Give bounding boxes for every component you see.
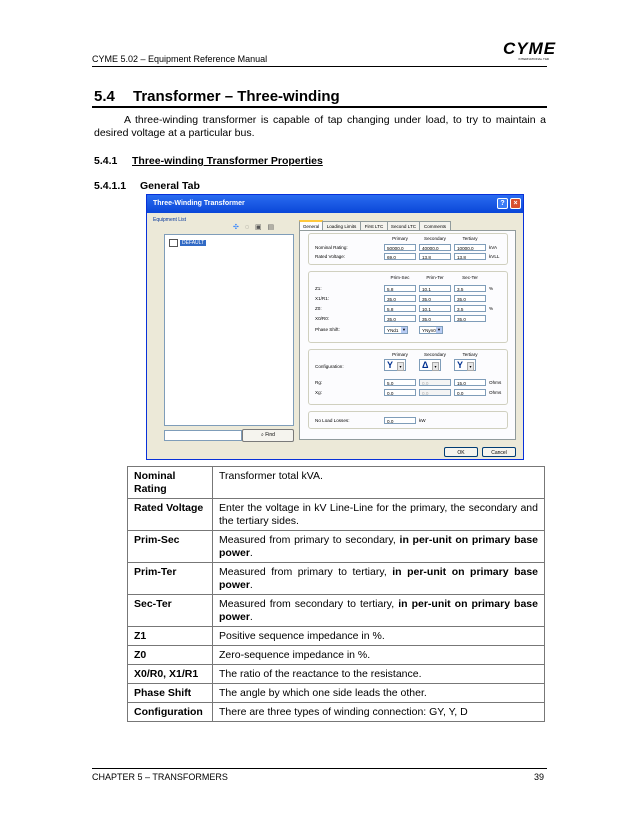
page-number: 39 (534, 772, 545, 782)
refresh-icon[interactable]: ◌ (244, 224, 249, 231)
no-load-losses-label: No Load Losses: (315, 418, 350, 423)
tab-loading-limits[interactable]: Loading Limits (322, 221, 361, 231)
chevron-down-icon[interactable]: ▼ (402, 327, 406, 332)
tertiary-winding-select[interactable] (454, 359, 476, 371)
term-cell: Z1 (128, 627, 213, 646)
tab-comments[interactable]: Comments (419, 221, 451, 231)
definition-cell: Measured from primary to tertiary, in per-unit on primary base power. (213, 563, 545, 595)
section-heading (94, 88, 340, 105)
impedance-group (308, 271, 508, 343)
section-rule (92, 106, 547, 108)
configuration-group (308, 349, 508, 405)
unit-label: kVLL (489, 254, 500, 259)
cyme-logo (503, 39, 557, 66)
x0r0-sec-ter-field[interactable]: 35.0 (454, 315, 486, 322)
term-cell: X0/R0, X1/R1 (128, 665, 213, 684)
equipment-list-label: Equipment List (153, 217, 187, 223)
transformer-dialog (146, 194, 524, 460)
unit-label: % (489, 306, 494, 311)
phase-shift-label: Phase Shift: (315, 327, 340, 332)
equipment-list[interactable] (164, 234, 294, 426)
section-title: Transformer – Three-winding (133, 88, 340, 105)
definition-cell: There are three types of winding connection: GY, Y, D (213, 703, 545, 722)
no-load-group (308, 411, 508, 429)
z0-prim-ter-field[interactable]: 10.1 (419, 305, 451, 312)
definition-cell: Zero-sequence impedance in %. (213, 646, 545, 665)
table-row (128, 595, 545, 627)
term-cell: Rated Voltage (128, 499, 213, 531)
unit-label: Ohms (489, 390, 502, 395)
definitions-table (127, 466, 545, 722)
magnifier-icon: ⌕ (261, 432, 264, 438)
dropdown-arrow-icon[interactable]: ▾ (467, 362, 474, 371)
wye-ground-icon: Y (457, 360, 464, 370)
z1-label: Z1: (315, 286, 322, 291)
z1-prim-sec-field[interactable]: 5.8 (384, 285, 416, 292)
rg-secondary-field: 0.0 (419, 379, 451, 386)
table-row (128, 563, 545, 595)
no-load-losses-field[interactable]: 0.0 (384, 417, 416, 424)
subsubsection-number: 5.4.1.1 (94, 180, 127, 192)
term-cell: Phase Shift (128, 684, 213, 703)
col-header: Primary (392, 236, 408, 241)
general-panel (299, 230, 516, 440)
definition-cell: Transformer total kVA. (213, 467, 545, 499)
x0r0-prim-sec-field[interactable]: 35.0 (384, 315, 416, 322)
rated-voltage-label: Rated Voltage: (315, 254, 346, 259)
x1r1-prim-ter-field[interactable]: 35.0 (419, 295, 451, 302)
table-row (128, 499, 545, 531)
z0-sec-ter-field[interactable]: 3.5 (454, 305, 486, 312)
header-rule (92, 66, 547, 67)
tab-general[interactable]: General (299, 220, 323, 233)
logo-sub-text: INTERNATIONAL T&D (518, 57, 549, 61)
phase-shift-prim-sec-select[interactable]: YNd1 ▼ (384, 326, 408, 334)
unit-label: kVA (489, 245, 498, 250)
term-cell: Prim-Ter (128, 563, 213, 595)
subsection-title: Three-winding Transformer Properties (132, 155, 323, 167)
col-header: Secondary (424, 352, 446, 357)
xg-primary-field[interactable]: 0.0 (384, 389, 416, 396)
subsection-number: 5.4.1 (94, 155, 118, 167)
intro-paragraph: A three-winding transformer is capable of tap changing under load, to try to maintain a desired voltage at a particular bus. (94, 114, 546, 139)
xg-secondary-field: 0.0 (419, 389, 451, 396)
definition-cell: Enter the voltage in kV Line-Line for the primary, the secondary and the tertiary sides. (213, 499, 545, 531)
xg-tertiary-field[interactable]: 0.0 (454, 389, 486, 396)
col-header: Prim-Sec (390, 275, 410, 280)
z0-label: Z0: (315, 306, 322, 311)
rated-voltage-tertiary-field[interactable]: 13.8 (454, 253, 486, 260)
list-item[interactable]: DEFAULT (169, 239, 206, 247)
definition-cell: Measured from primary to secondary, in per-unit on primary base power. (213, 531, 545, 563)
z1-prim-ter-field[interactable]: 10.1 (419, 285, 451, 292)
definition-cell: Positive sequence impedance in %. (213, 627, 545, 646)
col-header: Prim-Ter (426, 275, 444, 280)
subsubsection-title: General Tab (140, 180, 200, 192)
col-header: Sec-Ter (462, 275, 478, 280)
term-cell: Prim-Sec (128, 531, 213, 563)
dropdown-arrow-icon[interactable]: ▾ (432, 362, 439, 371)
term-cell: Sec-Ter (128, 595, 213, 627)
subsection-heading (94, 155, 323, 167)
cancel-button[interactable]: Cancel (482, 447, 516, 457)
ok-button[interactable]: OK (444, 447, 478, 457)
delta-icon: Δ (422, 360, 429, 370)
col-header: Tertiary (462, 236, 478, 241)
rg-tertiary-field[interactable]: 15.0 (454, 379, 486, 386)
term-cell: Nominal Rating (128, 467, 213, 499)
x1r1-sec-ter-field[interactable]: 35.0 (454, 295, 486, 302)
definition-cell: The angle by which one side leads the other. (213, 684, 545, 703)
primary-winding-select[interactable] (384, 359, 406, 371)
col-header: Secondary (424, 236, 446, 241)
tab-second-ltc[interactable]: Second LTC (387, 221, 420, 231)
configuration-label: Configuration: (315, 364, 344, 369)
definition-cell: Measured from secondary to tertiary, in per-unit on primary base power. (213, 595, 545, 627)
x1r1-label: X1/R1: (315, 296, 330, 301)
table-row (128, 684, 545, 703)
find-button[interactable]: ⌕ Find (242, 429, 294, 442)
table-row (128, 646, 545, 665)
definition-cell: The ratio of the reactance to the resistance. (213, 665, 545, 684)
term-cell: Configuration (128, 703, 213, 722)
table-row (128, 703, 545, 722)
col-header: Primary (392, 352, 408, 357)
table-row (128, 531, 545, 563)
z0-prim-sec-field[interactable]: 5.8 (384, 305, 416, 312)
unit-label: % (489, 286, 494, 291)
nominal-rating-secondary-field[interactable]: 40000.0 (419, 244, 451, 251)
rg-primary-field[interactable]: 5.0 (384, 379, 416, 386)
xg-label: Xg: (315, 390, 322, 395)
dialog-titlebar (147, 195, 523, 213)
help-icon[interactable]: ? (497, 198, 508, 209)
rated-voltage-secondary-field[interactable]: 13.8 (419, 253, 451, 260)
x1r1-prim-sec-field[interactable]: 35.0 (384, 295, 416, 302)
table-row (128, 665, 545, 684)
logo-main-text: CYME (503, 39, 557, 58)
table-row (128, 627, 545, 646)
add-icon[interactable]: ✣ (233, 224, 239, 231)
nominal-rating-tertiary-field[interactable]: 10000.0 (454, 244, 486, 251)
phase-shift-prim-ter-select[interactable]: YNyn0 ▼ (419, 326, 443, 334)
dialog-title: Three-Winding Transformer (153, 200, 245, 207)
unit-label: kW (419, 418, 426, 423)
unit-label: Ohms (489, 380, 502, 385)
find-input[interactable] (164, 430, 242, 441)
x0r0-label: X0/R0: (315, 316, 330, 321)
delete-icon[interactable]: ▤ (267, 224, 275, 231)
rg-label: Rg: (315, 380, 323, 385)
expand-icon (169, 239, 178, 247)
nominal-rating-label: Nominal Rating: (315, 245, 348, 250)
close-icon[interactable]: × (510, 198, 521, 209)
term-cell: Z0 (128, 646, 213, 665)
secondary-winding-select[interactable] (419, 359, 441, 371)
page-header-text: CYME 5.02 – Equipment Reference Manual (92, 54, 268, 64)
z1-sec-ter-field[interactable]: 3.5 (454, 285, 486, 292)
footer-rule (92, 768, 547, 769)
table-row (128, 467, 545, 499)
wye-ground-icon: Y (387, 360, 394, 370)
subsubsection-heading (94, 180, 200, 192)
ratings-group (308, 233, 508, 265)
copy-icon[interactable]: ▣ (254, 224, 262, 231)
footer-chapter: CHAPTER 5 – TRANSFORMERS (92, 772, 228, 782)
x0r0-prim-ter-field[interactable]: 35.0 (419, 315, 451, 322)
equipment-toolbar (233, 223, 274, 231)
dropdown-arrow-icon[interactable]: ▾ (397, 362, 404, 371)
rated-voltage-primary-field[interactable]: 69.0 (384, 253, 416, 260)
col-header: Tertiary (462, 352, 478, 357)
chevron-down-icon[interactable]: ▼ (437, 327, 441, 332)
nominal-rating-primary-field[interactable]: 50000.0 (384, 244, 416, 251)
tab-first-ltc[interactable]: First LTC (360, 221, 388, 231)
section-number: 5.4 (94, 88, 115, 105)
